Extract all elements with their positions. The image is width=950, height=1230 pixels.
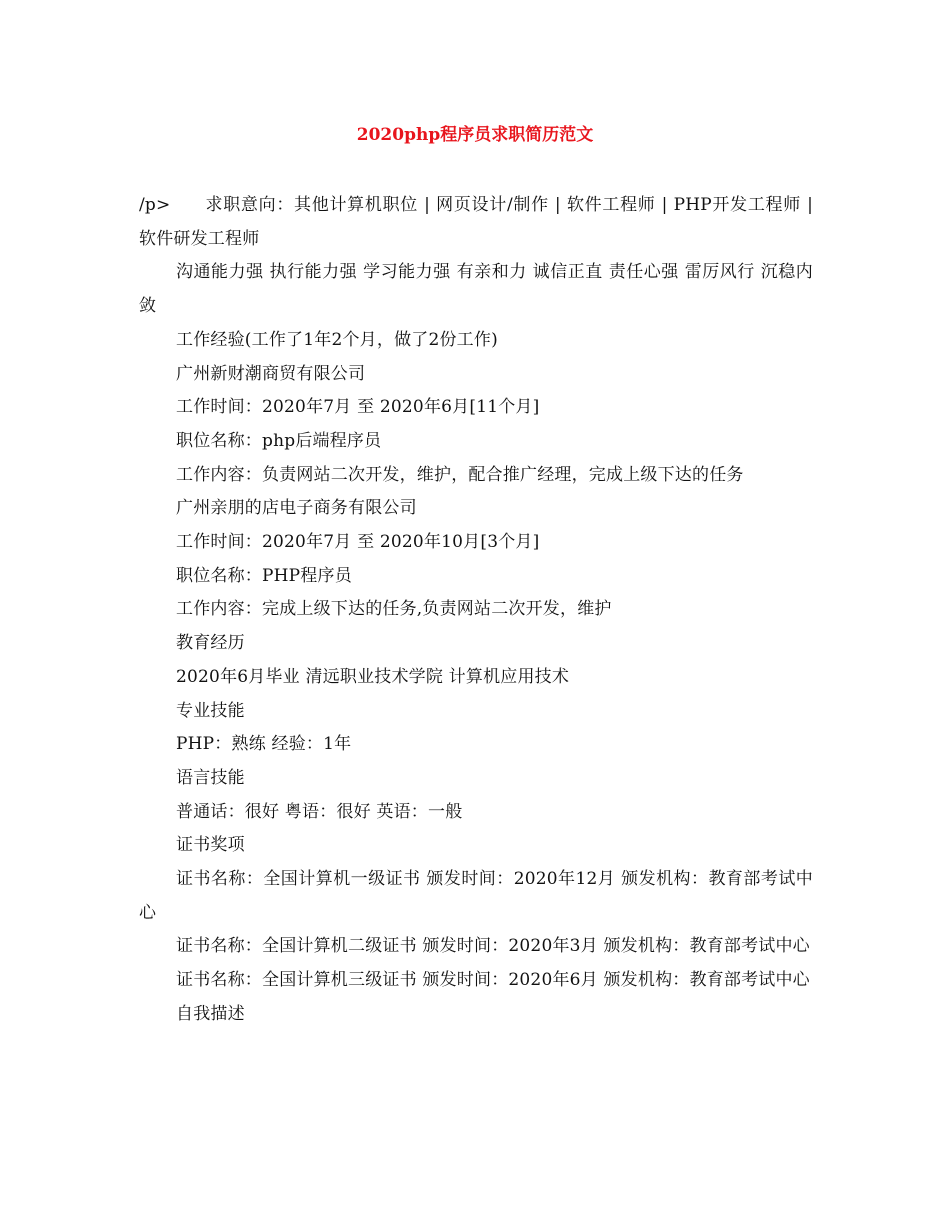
paragraph-work-time-2: 工作时间：2020年7月 至 2020年10月[3个月] <box>176 532 540 553</box>
html-fragment-text: /p> <box>139 195 171 215</box>
document-title: 2020php程序员求职简历范文 <box>356 125 594 145</box>
paragraph-education-heading: 教育经历 <box>176 633 245 654</box>
paragraph-company-1: 广州新财潮商贸有限公司 <box>176 363 366 384</box>
document-body <box>139 189 813 1032</box>
paragraph-language-heading: 语言技能 <box>176 767 245 788</box>
paragraph-job-intention <box>139 189 813 256</box>
paragraph-certificate-3: 证书名称：全国计算机三级证书 颁发时间：2020年6月 颁发机构：教育部考试中心 <box>176 970 810 991</box>
paragraph-skills-heading: 专业技能 <box>176 700 245 721</box>
paragraph-certificate-1: 证书名称：全国计算机一级证书 颁发时间：2020年12月 颁发机构：教育部考试中心 <box>139 869 813 923</box>
paragraph-education: 2020年6月毕业 清远职业技术学院 计算机应用技术 <box>176 666 570 687</box>
paragraph-skill-php: PHP：熟练 经验：1年 <box>176 734 352 755</box>
paragraph-languages: 普通话：很好 粤语：很好 英语：一般 <box>176 801 463 822</box>
paragraph-certificate-2: 证书名称：全国计算机二级证书 颁发时间：2020年3月 颁发机构：教育部考试中心 <box>176 936 810 957</box>
paragraph-company-2: 广州亲朋的店电子商务有限公司 <box>176 498 417 519</box>
paragraph-strengths: 沟通能力强 执行能力强 学习能力强 有亲和力 诚信正直 责任心强 雷厉风行 沉稳内敛 <box>139 262 813 317</box>
paragraph-self-description-heading: 自我描述 <box>176 1003 245 1024</box>
paragraph-work-content-1: 工作内容：负责网站二次开发，维护，配合推广经理，完成上级下达的任务 <box>176 464 744 485</box>
paragraph-work-content-2: 工作内容：完成上级下达的任务,负责网站二次开发，维护 <box>176 599 612 620</box>
job-intention-text: 求职意向：其他计算机职位 | 网页设计/制作 | 软件工程师 | PHP开发工程师 | 软件研发工程师 <box>139 195 813 249</box>
paragraph-work-time-1: 工作时间：2020年7月 至 2020年6月[11个月] <box>176 397 540 418</box>
paragraph-position-2: 职位名称：PHP程序员 <box>176 565 352 586</box>
paragraph-work-experience-heading: 工作经验(工作了1年2个月，做了2份工作) <box>176 329 498 350</box>
paragraph-certificates-heading: 证书奖项 <box>176 835 245 856</box>
paragraph-position-1: 职位名称：php后端程序员 <box>176 430 382 451</box>
